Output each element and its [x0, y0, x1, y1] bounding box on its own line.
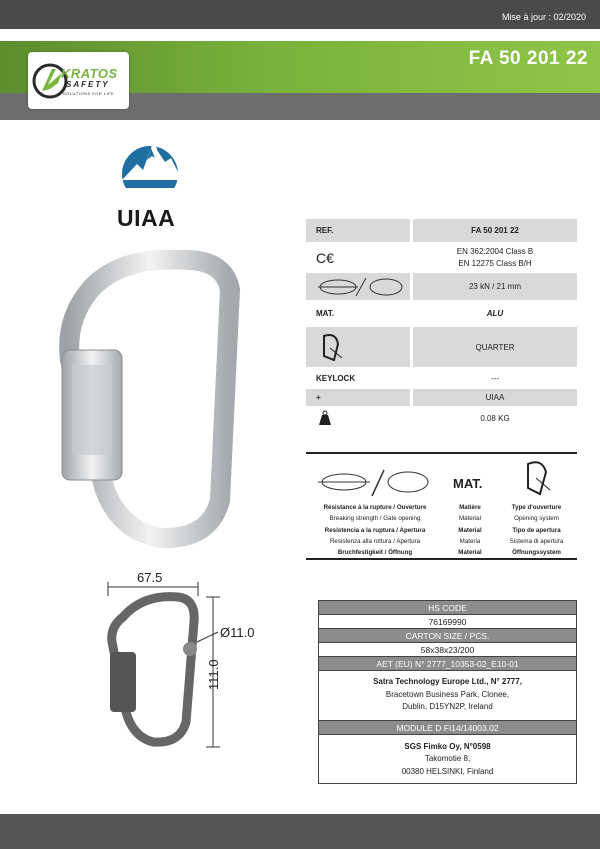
- spec-row-keylock: [306, 369, 577, 387]
- legend-text: Opening system: [514, 515, 559, 523]
- legend-text: Résistance à la rupture / Ouverture: [323, 504, 427, 511]
- legend-col-opening: [496, 502, 577, 558]
- update-date: Mise à jour : 02/2020: [501, 12, 586, 22]
- legend-text: Tipo de apertura: [512, 526, 561, 534]
- feature-legend: [306, 452, 577, 560]
- dim-width: 67.5: [137, 570, 163, 585]
- spec-row-weight: [306, 408, 577, 428]
- plus-label: +: [306, 389, 410, 406]
- legend-text: Type d'ouverture: [511, 504, 562, 511]
- module-line: SGS Fimko Oy, N°0598: [404, 741, 491, 751]
- keylock-value: ---: [491, 373, 499, 383]
- spec-row-mat: [306, 302, 577, 325]
- ce-icon: C€: [316, 249, 334, 266]
- mat-value: ALU: [486, 309, 504, 318]
- logo-sub: SAFETY: [66, 80, 110, 89]
- opening-value: QUARTER: [413, 327, 577, 367]
- ref-label: REF.: [306, 219, 410, 242]
- legend-col-strength: [306, 502, 444, 558]
- legend-text: Material: [458, 515, 481, 523]
- footer-bar: [0, 814, 600, 849]
- module-address: [319, 735, 576, 784]
- spec-row-ce: [306, 244, 577, 271]
- module-line: 00380 HELSINKI, Finland: [401, 766, 494, 776]
- aet-line: Satra Technology Europe Ltd., N° 2777,: [373, 677, 522, 686]
- hs-code-value: 76169990: [319, 615, 576, 629]
- legend-text: Matière: [459, 504, 481, 511]
- spec-row-plus: [306, 389, 577, 406]
- carton-value: 58x38x23/200: [319, 643, 576, 657]
- ref-value: FA 50 201 22: [413, 219, 577, 242]
- carabiner-photo: [50, 250, 250, 550]
- legend-col-material: [444, 502, 496, 558]
- strength-icon: [306, 273, 410, 300]
- kratos-logo: [28, 52, 129, 109]
- dim-diameter: Ø11.0: [220, 625, 255, 640]
- legend-text: Öffnungssystem: [512, 549, 561, 557]
- mat-heading: MAT.: [453, 476, 483, 491]
- quarter-turn-icon: [306, 327, 410, 367]
- uiaa-mountain-icon: [117, 130, 187, 205]
- carton-head: CARTON SIZE / PCS.: [319, 629, 576, 643]
- spec-row-ref: [306, 219, 577, 242]
- legend-text: Resistencia a la ruptura / Apertura: [324, 526, 426, 534]
- keylock-label: KEYLOCK: [316, 373, 356, 383]
- logo-name: KRATOS: [61, 66, 118, 81]
- legend-text: Resistenza alla rottura / Apertura: [329, 537, 421, 545]
- strength-legend-icon: [316, 464, 436, 500]
- module-head: MODULE D FI14/14003.02: [319, 721, 576, 735]
- spec-table: [306, 219, 577, 430]
- module-line: Takomotie 8,: [424, 754, 471, 763]
- legend-text: Sistema di apertura: [509, 537, 564, 545]
- certification-table: [318, 600, 577, 784]
- mat-label: MAT.: [316, 309, 335, 318]
- aet-head: AET (EU) N° 2777_10353-02_E10-01: [319, 657, 576, 671]
- technical-drawing: [98, 582, 258, 752]
- legend-text: Material: [458, 549, 482, 557]
- legend-text: Bruchfestigkeit / Öffnung: [337, 549, 413, 557]
- spec-row-opening: [306, 327, 577, 367]
- strength-value: 23 kN / 21 mm: [413, 273, 577, 300]
- hs-code-head: HS CODE: [319, 601, 576, 615]
- legend-text: Material: [458, 526, 482, 534]
- legend-text: Materia: [459, 537, 481, 545]
- weight-icon: [306, 408, 410, 428]
- ce-values: [413, 244, 577, 271]
- ce-value-1: EN 362:2004 Class B: [456, 246, 534, 256]
- dim-height: 111.0: [206, 659, 221, 690]
- aet-address: [319, 671, 576, 721]
- opening-legend-icon: [520, 458, 556, 498]
- plus-value: UIAA: [413, 389, 577, 406]
- product-code: FA 50 201 22: [468, 48, 588, 69]
- uiaa-label: UIAA: [117, 205, 176, 231]
- legend-text: Breaking strength / Gate opening: [329, 515, 421, 523]
- spec-row-strength: [306, 273, 577, 300]
- top-bar: [0, 0, 600, 29]
- logo-tagline: SOLUTIONS FOR LIFE: [63, 91, 115, 96]
- aet-line: Bracetown Business Park, Clonee,: [385, 689, 510, 699]
- aet-line: Dublin, D15YN2P, Ireland: [402, 702, 493, 711]
- ce-value-2: EN 12275 Class B/H: [458, 258, 532, 268]
- weight-value: 0.08 KG: [480, 413, 510, 423]
